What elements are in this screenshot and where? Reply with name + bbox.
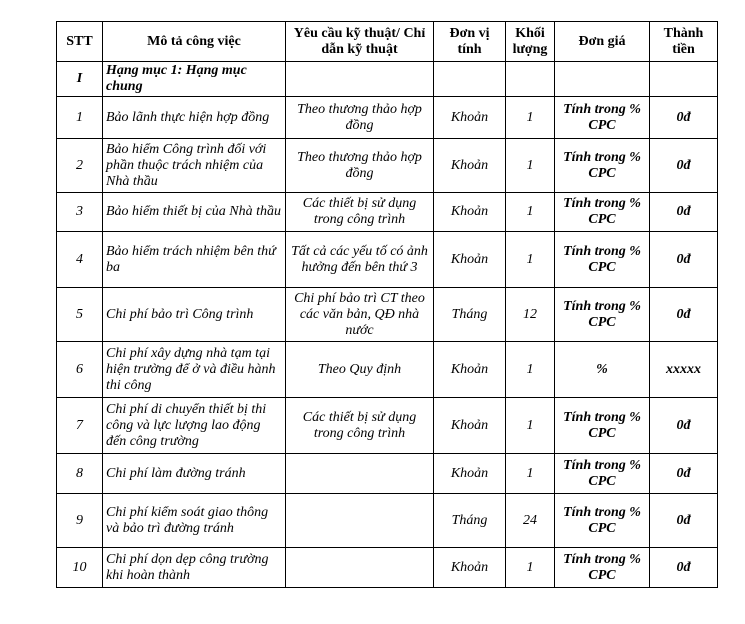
row-unit: Khoản xyxy=(434,193,506,232)
header-row xyxy=(57,22,718,62)
row-description: Chi phí làm đường tránh xyxy=(103,454,286,494)
row-unit: Khoản xyxy=(434,454,506,494)
row-tech-req: Theo Quy định xyxy=(286,342,434,398)
row-stt: 7 xyxy=(57,398,103,454)
table-row xyxy=(57,232,718,288)
row-amount: xxxxx xyxy=(650,342,718,398)
row-quantity: 1 xyxy=(506,193,555,232)
row-tech-req: Tất cả các yếu tố có ảnh hưởng đến bên thứ 3 xyxy=(286,232,434,288)
row-description: Chi phí bảo trì Công trình xyxy=(103,288,286,342)
row-amount: 0đ xyxy=(650,548,718,588)
table-row xyxy=(57,97,718,139)
row-quantity: 1 xyxy=(506,342,555,398)
row-stt: 4 xyxy=(57,232,103,288)
row-tech-req: Theo thương thảo hợp đồng xyxy=(286,139,434,193)
empty-cell xyxy=(286,62,434,97)
row-stt: 10 xyxy=(57,548,103,588)
row-tech-req: Chi phí bảo trì CT theo các văn bản, QĐ nhà nước xyxy=(286,288,434,342)
row-amount: 0đ xyxy=(650,232,718,288)
section-row xyxy=(57,62,718,97)
table-row xyxy=(57,193,718,232)
row-unit-price: Tính trong % CPC xyxy=(555,193,650,232)
row-description: Bảo lãnh thực hiện hợp đồng xyxy=(103,97,286,139)
row-quantity: 1 xyxy=(506,454,555,494)
row-unit-price: Tính trong % CPC xyxy=(555,398,650,454)
row-stt: 2 xyxy=(57,139,103,193)
header-description: Mô tả công việc xyxy=(103,22,286,62)
row-amount: 0đ xyxy=(650,494,718,548)
row-quantity: 1 xyxy=(506,232,555,288)
row-description: Chi phí di chuyển thiết bị thi công và lực lượng lao động đến công trường xyxy=(103,398,286,454)
row-description: Chi phí dọn dẹp công trường khi hoàn thành xyxy=(103,548,286,588)
row-tech-req xyxy=(286,548,434,588)
cost-table xyxy=(56,21,718,588)
table-row xyxy=(57,288,718,342)
row-unit: Khoản xyxy=(434,398,506,454)
header-unit: Đơn vị tính xyxy=(434,22,506,62)
header-amount: Thành tiền xyxy=(650,22,718,62)
row-unit-price: Tính trong % CPC xyxy=(555,494,650,548)
table-row xyxy=(57,548,718,588)
table-row xyxy=(57,342,718,398)
row-amount: 0đ xyxy=(650,288,718,342)
row-quantity: 12 xyxy=(506,288,555,342)
row-tech-req: Các thiết bị sử dụng trong công trình xyxy=(286,398,434,454)
empty-cell xyxy=(650,62,718,97)
row-unit: Khoản xyxy=(434,548,506,588)
row-unit: Tháng xyxy=(434,288,506,342)
row-stt: 3 xyxy=(57,193,103,232)
row-unit-price: Tính trong % CPC xyxy=(555,454,650,494)
row-description: Chi phí kiểm soát giao thông và bảo trì đường tránh xyxy=(103,494,286,548)
row-quantity: 1 xyxy=(506,97,555,139)
row-amount: 0đ xyxy=(650,398,718,454)
row-quantity: 1 xyxy=(506,548,555,588)
row-quantity: 24 xyxy=(506,494,555,548)
row-tech-req: Các thiết bị sử dụng trong công trình xyxy=(286,193,434,232)
row-unit-price: % xyxy=(555,342,650,398)
row-unit: Khoản xyxy=(434,139,506,193)
row-amount: 0đ xyxy=(650,454,718,494)
table-row xyxy=(57,454,718,494)
row-unit-price: Tính trong % CPC xyxy=(555,548,650,588)
row-stt: 1 xyxy=(57,97,103,139)
row-description: Bảo hiểm thiết bị của Nhà thầu xyxy=(103,193,286,232)
header-stt: STT xyxy=(57,22,103,62)
row-quantity: 1 xyxy=(506,398,555,454)
empty-cell xyxy=(434,62,506,97)
row-unit-price: Tính trong % CPC xyxy=(555,288,650,342)
row-unit: Khoản xyxy=(434,97,506,139)
row-description: Bảo hiểm Công trình đối với phần thuộc trách nhiệm của Nhà thầu xyxy=(103,139,286,193)
row-amount: 0đ xyxy=(650,193,718,232)
table-row xyxy=(57,398,718,454)
row-unit: Khoản xyxy=(434,232,506,288)
header-unit-price: Đơn giá xyxy=(555,22,650,62)
row-unit: Tháng xyxy=(434,494,506,548)
row-description: Chi phí xây dựng nhà tạm tại hiện trường để ở và điều hành thi công xyxy=(103,342,286,398)
header-tech-req: Yêu cầu kỹ thuật/ Chỉ dẫn kỹ thuật xyxy=(286,22,434,62)
row-tech-req xyxy=(286,494,434,548)
row-stt: 9 xyxy=(57,494,103,548)
header-quantity: Khối lượng xyxy=(506,22,555,62)
row-tech-req: Theo thương thảo hợp đồng xyxy=(286,97,434,139)
row-stt: 6 xyxy=(57,342,103,398)
section-title: Hạng mục 1: Hạng mục chung xyxy=(103,62,286,97)
row-amount: 0đ xyxy=(650,97,718,139)
row-stt: 5 xyxy=(57,288,103,342)
row-stt: 8 xyxy=(57,454,103,494)
section-stt: I xyxy=(57,62,103,97)
row-description: Bảo hiểm trách nhiệm bên thứ ba xyxy=(103,232,286,288)
row-unit-price: Tính trong % CPC xyxy=(555,232,650,288)
row-unit-price: Tính trong % CPC xyxy=(555,139,650,193)
row-tech-req xyxy=(286,454,434,494)
empty-cell xyxy=(555,62,650,97)
table-row xyxy=(57,139,718,193)
table-row xyxy=(57,494,718,548)
row-unit: Khoản xyxy=(434,342,506,398)
row-quantity: 1 xyxy=(506,139,555,193)
row-unit-price: Tính trong % CPC xyxy=(555,97,650,139)
empty-cell xyxy=(506,62,555,97)
row-amount: 0đ xyxy=(650,139,718,193)
